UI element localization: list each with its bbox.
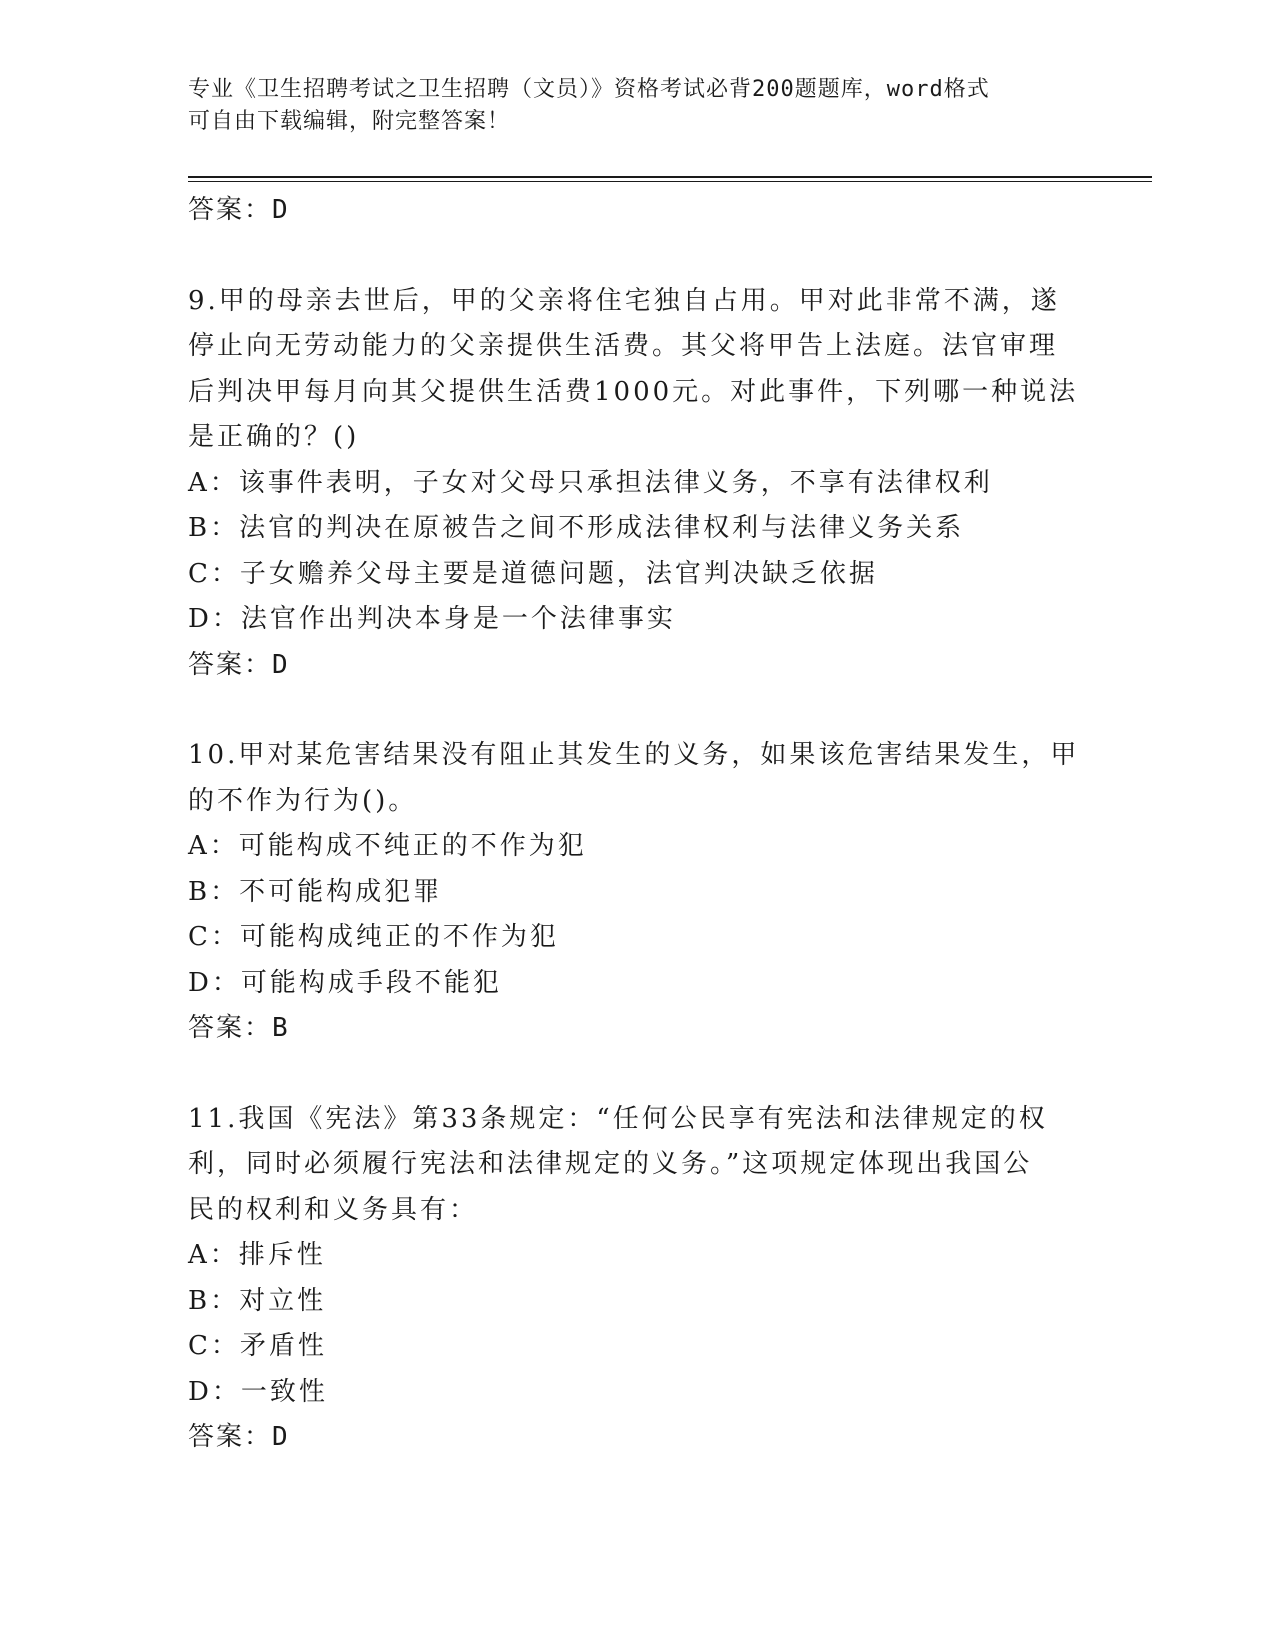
header-divider-thin <box>188 181 1152 182</box>
question-line: 11.我国《宪法》第33条规定：“任何公民享有宪法和法律规定的权 <box>188 1103 1048 1134</box>
option-b: B：对立性 <box>188 1285 327 1316</box>
question-line: 的不作为行为()。 <box>188 785 418 816</box>
option-d: D：可能构成手段不能犯 <box>188 967 502 998</box>
option-d: D：一致性 <box>188 1376 328 1407</box>
answer: 答案：D <box>188 1422 290 1452</box>
question-line: 是正确的？() <box>188 422 360 452</box>
spacer <box>188 1052 1088 1097</box>
question-line: 9.甲的母亲去世后，甲的父亲将住宅独自占用。甲对此非常不满，遂 <box>188 285 1060 316</box>
option-b: B：不可能构成犯罪 <box>188 876 443 907</box>
document-body <box>188 188 1088 1461</box>
answer: 答案：B <box>188 1013 290 1043</box>
option-a: A：可能构成不纯正的不作为犯 <box>188 831 587 861</box>
header-line-1: 专业《卫生招聘考试之卫生招聘（文员）》资格考试必背200题题库，word格式 <box>188 77 990 102</box>
option-a: A：排斥性 <box>188 1240 326 1270</box>
question-block <box>188 733 1088 1052</box>
question-block <box>188 279 1088 689</box>
spacer <box>188 688 1088 733</box>
previous-answer: 答案：D <box>188 195 290 225</box>
option-b: B：法官的判决在原被告之间不形成法律权利与法律义务关系 <box>188 513 965 543</box>
question-block <box>188 1097 1088 1461</box>
question-line: 利，同时必须履行宪法和法律规定的义务。”这项规定体现出我国公 <box>188 1149 1033 1179</box>
option-c: C：子女赡养父母主要是道德问题，法官判决缺乏依据 <box>188 558 878 589</box>
header-divider-thick <box>188 176 1152 178</box>
spacer <box>188 234 1088 279</box>
question-line: 后判决甲每月向其父提供生活费1000元。对此事件，下列哪一种说法 <box>188 376 1079 407</box>
option-c: C：可能构成纯正的不作为犯 <box>188 922 559 952</box>
question-line: 10.甲对某危害结果没有阻止其发生的义务，如果该危害结果发生，甲 <box>188 740 1080 770</box>
option-c: C：矛盾性 <box>188 1331 327 1361</box>
header-line-2: 可自由下载编辑，附完整答案！ <box>188 109 511 134</box>
document-header <box>188 74 1068 138</box>
answer: 答案：D <box>188 649 290 680</box>
option-a: A：该事件表明，子女对父母只承担法律义务，不享有法律权利 <box>188 467 993 498</box>
option-d: D：法官作出判决本身是一个法律事实 <box>188 604 676 634</box>
question-line: 停止向无劳动能力的父亲提供生活费。其父将甲告上法庭。法官审理 <box>188 331 1059 361</box>
question-line: 民的权利和义务具有： <box>188 1194 479 1225</box>
